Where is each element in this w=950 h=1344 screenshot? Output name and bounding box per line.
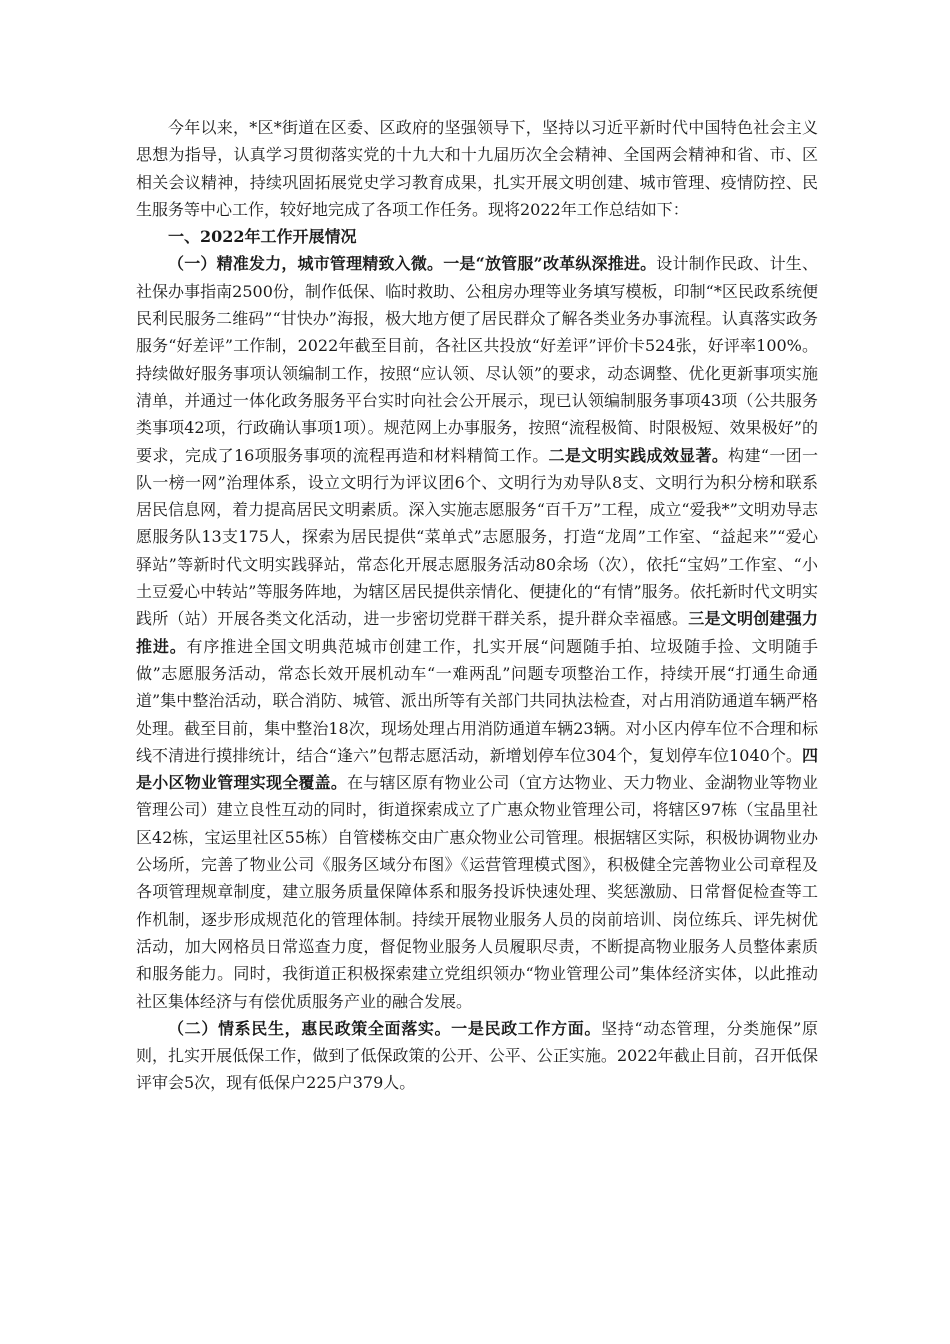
- section2-paragraph: [136, 1015, 818, 1097]
- section1-paragraph: [136, 250, 818, 1014]
- intro-paragraph: 今年以来，*区*街道在区委、区政府的坚强领导下，坚持以习近平新时代中国特色社会主义思想为指导，认真学习贯彻落实党的十九大和十九届历次全会精神、全国两会精神和省、市、区相关会议精神，持续巩固拓展党史学习教育成果，扎实开展文明创建、城市管理、疫情防控、民生服务等中心工作，较好地完成了各项工作任务。现将2022年工作总结如下：: [136, 118, 818, 219]
- section1-lead: （一）精准发力，城市管理精致入微。一是“放管服”改革纵深推进。: [168, 254, 657, 274]
- section2-lead: （二）情系民生，惠民政策全面落实。一是民政工作方面。: [168, 1018, 602, 1038]
- section1-bold2: 二是文明实践成效显著。: [548, 445, 729, 465]
- section1-text1: 设计制作民政、计生、社保办事指南2500份，制作低保、临时救助、公租房办理等业务填写模板，印制“*区民政系统便民利民服务二维码”“甘快办”海报，极大地方便了居民群众了解各类业务办事流程。认真落实政务服务“好差评”工作制，2022年截至目前，各社区共投放“好差评”评价卡524张，好评率100%。持续做好服务事项认领编制工作，按照“应认领、尽认领”的要求，动态调整、优化更新事项实施清单，并通过一体化政务服务平台实时向社会公开展示，现已认领编制服务事项43项（公共服务类事项42项，行政确认事项1项）。规范网上办事服务，按照“流程极简、时限极短、效果极好”的要求，完成了16项服务事项的流程再造和材料精简工作。: [136, 254, 818, 465]
- section1-text2: 构建“一团一队一榜一网”治理体系，设立文明行为评议团6个、文明行为劝导队8支、文明行为积分榜和联系居民信息网，着力提高居民文明素质。深入实施志愿服务“百千万”工程，成立“爱我*”文明劝导志愿服务队13支175人，探索为居民提供“菜单式”志愿服务，打造“龙周”工作室、“益起来”“爱心驿站”等新时代文明实践驿站，常态化开展志愿服务活动80余场（次），依托“宝妈”工作室、“小土豆爱心中转站”等服务阵地，为辖区居民提供亲情化、便捷化的“有情”服务。依托新时代文明实践所（站）开展各类文化活动，进一步密切党群干群关系，提升群众幸福感。: [136, 445, 818, 629]
- section-heading-1: 一、2022年工作开展情况: [168, 227, 357, 247]
- section1-bold3: 三是文明创建强力推进。: [136, 609, 818, 656]
- document-page: [136, 114, 818, 1097]
- section1-text3: 有序推进全国文明典范城市创建工作，扎实开展“问题随手拍、垃圾随手捡、文明随手做”志愿服务活动，常态长效开展机动车“一难两乱”问题专项整治工作，持续开展“打通生命通道”集中整治活动，联合消防、城管、派出所等有关部门共同执法检查，对占用消防通道车辆严格处理。截至目前，集中整治18次，现场处理占用消防通道车辆23辆。对小区内停车位不合理和标线不清进行摸排统计，结合“逢六”包帮志愿活动，新增划停车位304个，复划停车位1040个。: [136, 636, 818, 765]
- section1-bold4: 四是小区物业管理实现全覆盖。: [136, 745, 818, 793]
- section2-text1: 坚持“动态管理，分类施保”原则，扎实开展低保工作，做到了低保政策的公开、公平、公正实施。2022年截止目前，召开低保评审会5次，现有低保户225户379人。: [136, 1018, 818, 1093]
- section1-text4: 在与辖区原有物业公司（宜方达物业、天力物业、金湖物业等物业管理公司）建立良性互动的同时，街道探索成立了广惠众物业管理公司，将辖区97栋（宝晶里社区42栋，宝运里社区55栋）自管楼栋交由广惠众物业公司管理。根据辖区实际，积极协调物业办公场所，完善了物业公司《服务区域分布图》《运营管理模式图》，积极健全完善物业公司章程及各项管理规章制度，建立服务质量保障体系和服务投诉快速处理、奖惩激励、日常督促检查等工作机制，逐步形成规范化的管理体制。持续开展物业服务人员的岗前培训、岗位练兵、评先树优活动，加大网格员日常巡查力度，督促物业服务人员履职尽责，不断提高物业服务人员整体素质和服务能力。同时，我街道正积极探索建立党组织领办“物业管理公司”集体经济实体，以此推动社区集体经济与有偿优质服务产业的融合发展。: [136, 773, 818, 1011]
